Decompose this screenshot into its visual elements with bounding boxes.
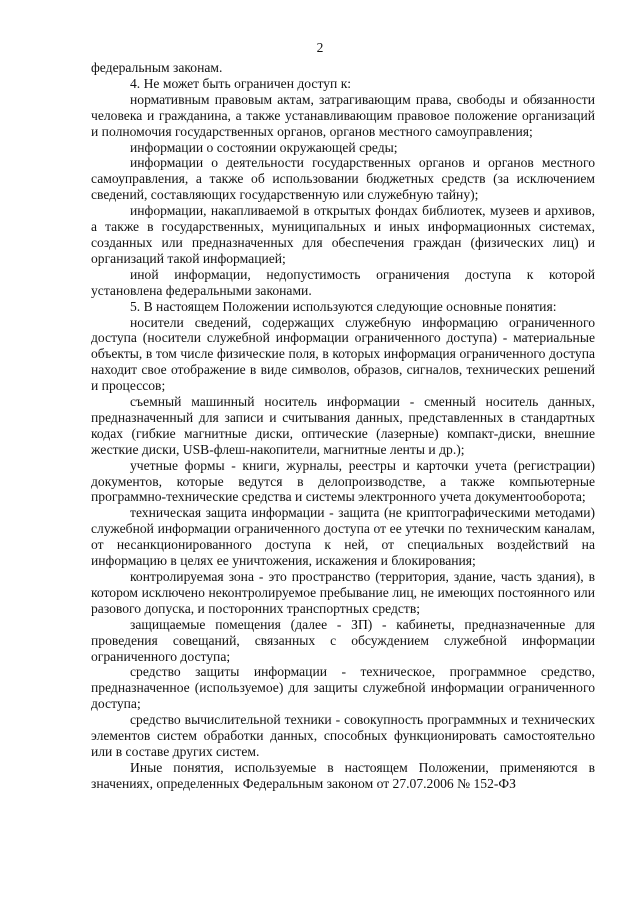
paragraph: информации о состоянии окружающей среды; xyxy=(130,139,398,155)
paragraph: съемный машинный носитель информации - сменный носитель данных, предназначенный для записи и считывания данных, представленных в стандартных кодах (гибкие магнитные диски, оптические (лазерные) компакт-диски, внешние жесткие диски, USB-флеш-накопители, магнитные ленты и др.); xyxy=(91,394,595,457)
page-number: 2 xyxy=(316,40,324,55)
paragraph: защищаемые помещения (далее - ЗП) - кабинеты, предназначенные для проведения совещаний, связанных с обсуждением служебной информации ограниченного доступа; xyxy=(91,616,595,664)
paragraph: средство защиты информации - техническое, программное средство, предназначенное (используемое) для защиты служебной информации ограниченного доступа; xyxy=(91,664,595,712)
paragraph: 4. Не может быть ограничен доступ к: xyxy=(130,75,352,91)
paragraph: техническая защита информации - защита (не криптографическими методами) служебной информации ограниченного доступа от ее утечки по техническим каналам, от несанкционированного доступа к ней, от специальных воздействий на информацию в целях ее уничтожения, искажения и блокирования; xyxy=(91,505,595,569)
paragraph: нормативным правовым актам, затрагивающим права, свободы и обязанности человека и гражданина, а также устанавливающим правовое положение организаций и полномочия государственных органов, органов местного самоуправления; xyxy=(91,91,595,139)
paragraph: учетные формы - книги, журналы, реестры и карточки учета (регистрации) документов, которые ведутся в делопроизводстве, а также компьютерные программно-технические средства и системы электронного учета документооборота; xyxy=(91,457,595,505)
paragraph: информации о деятельности государственных органов и органов местного самоуправления, а также об использовании бюджетных средств (за исключением сведений, составляющих государственную или служебную тайну); xyxy=(91,155,595,203)
document-body xyxy=(91,60,595,792)
paragraph: Иные понятия, используемые в настоящем Положении, применяются в значениях, определенных Федеральным законом от 27.07.2006 № 152-ФЗ xyxy=(91,759,595,791)
paragraph: контролируемая зона - это пространство (территория, здание, часть здания), в котором исключено неконтролируемое пребывание лиц, не имеющих постоянного или разового допуска, и посторонних транспортных средств; xyxy=(91,569,595,616)
paragraph: информации, накапливаемой в открытых фондах библиотек, музеев и архивов, а также в государственных, муниципальных и иных информационных системах, созданных или предназначенных для обеспечения граждан (физических лиц) и организаций такой информацией; xyxy=(91,203,595,266)
paragraph: 5. В настоящем Положении используются следующие основные понятия: xyxy=(130,298,557,314)
paragraph: иной информации, недопустимость ограничения доступа к которой установлена федеральными законами. xyxy=(91,266,595,298)
paragraph: федеральным законам. xyxy=(91,60,223,75)
paragraph: носители сведений, содержащих служебную информацию ограниченного доступа (носители служебной информации ограниченного доступа) - материальные объекты, в том числе физические поля, в которых информация ограниченного доступа находит свое отображение в виде символов, образов, сигналов, технических решений и процессов; xyxy=(91,314,595,394)
paragraph: средство вычислительной техники - совокупность программных и технических элементов систем обработки данных, способных функционировать самостоятельно или в составе других систем. xyxy=(91,712,595,759)
